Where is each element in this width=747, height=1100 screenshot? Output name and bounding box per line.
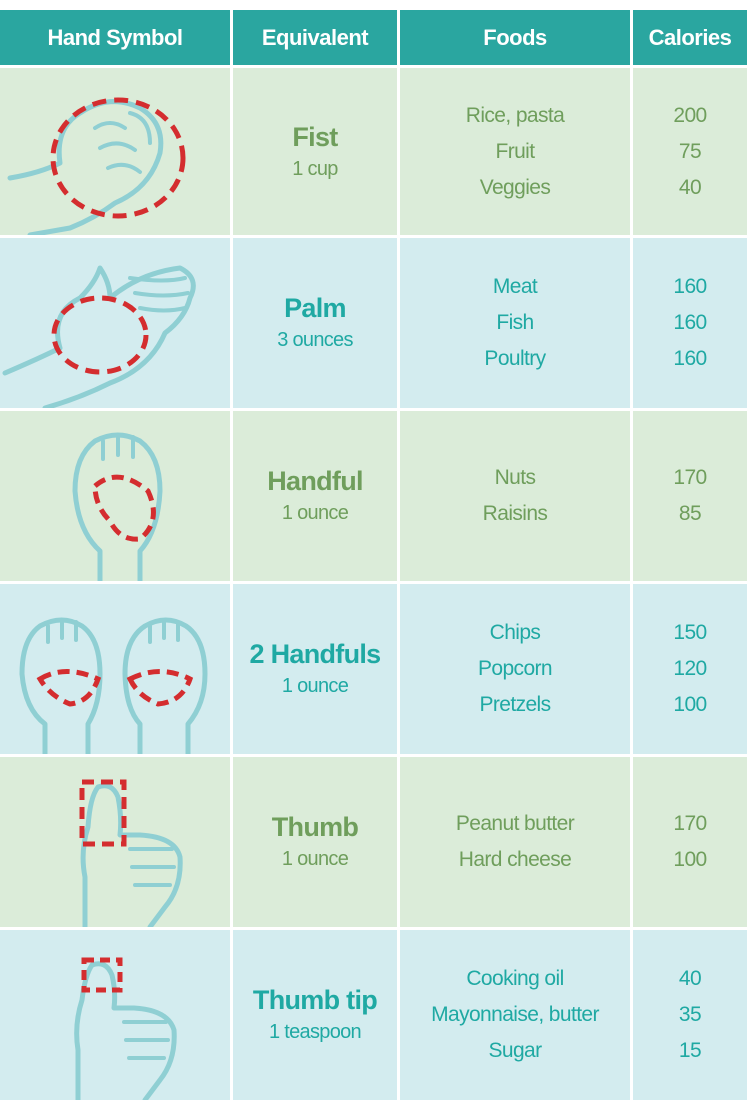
- calorie-value: 170: [673, 466, 707, 489]
- equivalent-name: Thumb tip: [252, 985, 378, 1015]
- food-item: Poultry: [484, 347, 546, 370]
- equivalent-name: Palm: [284, 293, 346, 323]
- table-row: [0, 584, 747, 754]
- equivalent-amount: 1 ounce: [281, 848, 349, 870]
- table-row: [0, 411, 747, 581]
- equivalent-cell: [233, 584, 397, 754]
- calorie-value: 160: [673, 311, 707, 334]
- food-item: Nuts: [494, 466, 536, 489]
- calorie-value: 15: [678, 1039, 702, 1062]
- equivalent-amount: 1 ounce: [281, 502, 349, 524]
- calories-cell: [633, 68, 747, 235]
- calorie-value: 120: [673, 657, 707, 680]
- food-item: Peanut butter: [455, 812, 575, 835]
- food-item: Pretzels: [479, 693, 551, 716]
- equivalent-cell: [233, 757, 397, 927]
- foods-cell: [400, 238, 630, 408]
- hand-symbol-cell: [0, 757, 230, 927]
- table-row: [0, 757, 747, 927]
- equivalent-cell: [233, 68, 397, 235]
- foods-cell: [400, 584, 630, 754]
- calories-cell: [633, 238, 747, 408]
- thumb-tip-icon: [0, 930, 230, 1100]
- equivalent-name: Fist: [292, 121, 338, 152]
- food-item: Mayonnaise, butter: [431, 1003, 599, 1026]
- foods-cell: [400, 757, 630, 927]
- calorie-value: 160: [673, 275, 707, 298]
- table-row: [0, 930, 747, 1100]
- equivalent-amount: 1 ounce: [281, 675, 349, 697]
- calorie-value: 75: [678, 139, 702, 163]
- two-handfuls-icon: [0, 584, 230, 754]
- calorie-value: 170: [673, 812, 707, 835]
- equivalent-amount: 1 cup: [292, 157, 338, 180]
- calories-cell: [633, 930, 747, 1100]
- thumb-icon: [0, 757, 230, 927]
- calories-cell: [633, 584, 747, 754]
- fist-icon: [0, 68, 230, 235]
- calorie-value: 40: [678, 967, 702, 990]
- calorie-value: 35: [678, 1003, 702, 1026]
- calorie-value: 160: [673, 347, 707, 370]
- calorie-value: 200: [673, 103, 707, 127]
- equivalent-name: 2 Handfuls: [249, 639, 381, 669]
- food-item: Rice, pasta: [465, 103, 565, 127]
- table-row: [0, 238, 747, 408]
- equivalent-cell: [233, 238, 397, 408]
- hand-symbol-cell: [0, 411, 230, 581]
- hand-symbol-cell: [0, 584, 230, 754]
- calorie-value: 100: [673, 693, 707, 716]
- calorie-value: 85: [678, 502, 702, 525]
- food-item: Meat: [492, 275, 538, 298]
- equivalent-name: Handful: [267, 466, 363, 496]
- food-item: Popcorn: [477, 657, 553, 680]
- palm-icon: [0, 238, 230, 408]
- foods-cell: [400, 68, 630, 235]
- equivalent-cell: [233, 930, 397, 1100]
- food-item: Sugar: [488, 1039, 542, 1062]
- header-equivalent: Equivalent: [233, 10, 397, 65]
- food-item: Cooking oil: [466, 967, 564, 990]
- header-foods: Foods: [400, 10, 630, 65]
- handful-icon: [0, 411, 230, 581]
- foods-cell: [400, 411, 630, 581]
- hand-symbol-cell: [0, 238, 230, 408]
- equivalent-name: Thumb: [271, 812, 359, 842]
- calorie-value: 150: [673, 621, 707, 644]
- food-item: Hard cheese: [458, 848, 572, 871]
- equivalent-amount: 3 ounces: [277, 329, 353, 351]
- header-calories: Calories: [633, 10, 747, 65]
- food-item: Veggies: [479, 175, 551, 199]
- header-hand-symbol: Hand Symbol: [0, 10, 230, 65]
- calories-cell: [633, 757, 747, 927]
- calorie-value: 100: [673, 848, 707, 871]
- table-row: [0, 68, 747, 235]
- food-item: Fruit: [495, 139, 535, 163]
- equivalent-amount: 1 teaspoon: [269, 1021, 361, 1043]
- hand-symbol-cell: [0, 930, 230, 1100]
- food-item: Fish: [496, 311, 534, 334]
- calorie-value: 40: [678, 175, 702, 199]
- food-item: Raisins: [482, 502, 548, 525]
- calories-cell: [633, 411, 747, 581]
- hand-symbol-cell: [0, 68, 230, 235]
- food-item: Chips: [489, 621, 541, 644]
- foods-cell: [400, 930, 630, 1100]
- equivalent-cell: [233, 411, 397, 581]
